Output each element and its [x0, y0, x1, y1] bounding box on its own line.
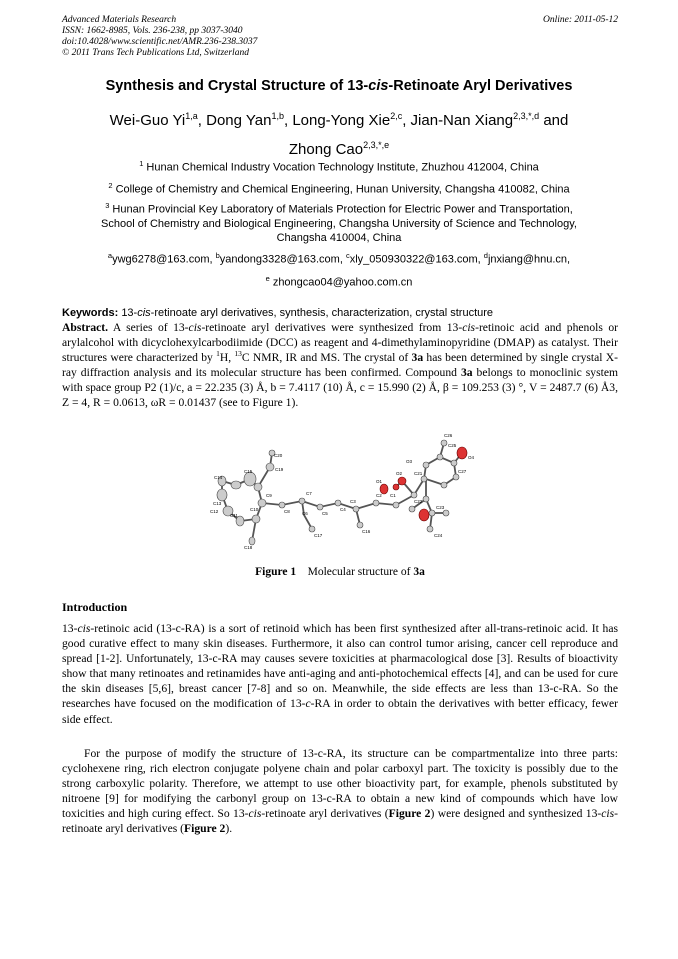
abstract-italic: cis — [462, 321, 476, 334]
isotope-sup: 13 — [234, 349, 242, 359]
paper-title — [40, 78, 638, 94]
affiliation-1 — [40, 157, 638, 175]
atom-label: C25 — [448, 443, 457, 448]
intro-paragraph-1 — [62, 621, 618, 727]
author-name: Zhong Cao — [288, 141, 364, 158]
caption-compound: 3a — [413, 566, 425, 578]
atom-label: C8 — [284, 509, 290, 514]
text-run: Figure 2 — [184, 822, 226, 836]
atom-label: C11 — [230, 513, 238, 518]
atom-label: C3 — [350, 499, 356, 504]
email-address: zhongcao04@yahoo.com.cn — [272, 276, 413, 289]
section-heading-introduction: Introduction — [62, 600, 128, 614]
intro-paragraph-2 — [62, 746, 618, 837]
title-text-end: -Retinoate Aryl Derivatives — [388, 78, 573, 94]
affil-text: Changsha 410004, China — [276, 231, 402, 244]
atom-label: C23 — [436, 505, 445, 510]
journal-header — [62, 15, 618, 59]
atom-label: C14 — [214, 475, 223, 480]
email-mark: e — [265, 274, 270, 283]
keywords — [62, 307, 618, 319]
isotope-sup: 1 — [216, 349, 220, 359]
abstract-text: belongs to monoclinic system with space group P2 (1)/c, a = 22.235 (3) Å, b = 7.4117 (10) Å, c = 15.990 (2) Å, β = 109.253 (3) °, V = 2487.7 (6) Å3, Z = 4, R = 0.0613, ωR = 0.01437 (see to Figure 1). — [62, 366, 618, 410]
atom-label: C22 — [414, 499, 423, 504]
abstract-text: -retinoic acid and phenols or arylalcohol with dicyclohexylcarbodiimide (DCC) as reagent and 4-dimethylaminopyridine (DMAP) as catalyst. Their structures were characterized by — [62, 321, 619, 365]
doi-line: doi:10.4028/www.scientific.net/AMR.236-238.3037 — [62, 37, 258, 47]
author-name: Dong Yan — [206, 112, 272, 129]
affil-number: 3 — [105, 201, 110, 210]
affil-number: 1 — [139, 159, 144, 168]
email-address: jnxiang@hnu.cn, — [487, 253, 571, 266]
atom-label: C6 — [302, 511, 308, 516]
text-run: -retinoate aryl derivatives ( — [62, 807, 618, 836]
keywords-text-end: -retinoate aryl derivatives, synthesis, characterization, crystal structure — [150, 307, 494, 319]
text-run: -retinoate aryl derivatives ( — [261, 807, 389, 821]
atom-label: C10 — [250, 507, 259, 512]
atom-label: C12 — [210, 509, 219, 514]
author-and: and — [543, 112, 569, 129]
atom-label: C16 — [362, 529, 371, 534]
email-list — [40, 249, 638, 267]
atom-label: C20 — [274, 453, 283, 458]
keywords-label: Keywords: — [62, 307, 119, 319]
atom-label: C26 — [444, 433, 453, 438]
email-address: xly_050930322@163.com, — [349, 253, 481, 266]
atom-label: C24 — [434, 533, 443, 538]
atom-label: C17 — [314, 533, 323, 538]
text-run: cis — [601, 807, 615, 821]
author-name: Jian-Nan Xiang — [410, 112, 514, 129]
affiliation-3 — [40, 199, 638, 245]
text-run: Figure 2 — [388, 807, 431, 821]
email-address: ywg6278@163.com, — [112, 253, 213, 266]
text-run: 13- — [62, 622, 78, 635]
atom-labels — [210, 433, 475, 550]
abstract-text: C NMR, IR and MS. The crystal of — [241, 351, 412, 365]
abstract-label: Abstract. — [62, 321, 109, 334]
author-name: Long-Yong Xie — [292, 112, 391, 129]
affiliation-2 — [40, 179, 638, 197]
atom-label: C19 — [275, 467, 284, 472]
text-run: ). — [225, 822, 233, 836]
atom-label: C7 — [306, 491, 312, 496]
email-mark: b — [215, 251, 220, 260]
atom-label: C1 — [390, 493, 396, 498]
author-affil: 1,b — [271, 111, 284, 121]
bond-lines — [222, 443, 462, 541]
text-run: ) were designed and synthesized 13- — [430, 807, 602, 821]
keywords-text: 13- — [121, 307, 138, 319]
author-affil: 2,3,*,e — [363, 140, 390, 150]
molecular-structure-figure — [200, 433, 480, 558]
compound-label: 3a — [411, 351, 424, 365]
caption-text: Molecular structure of — [307, 566, 414, 578]
atom-label: C13 — [213, 501, 222, 506]
text-run: For the purpose of modify the structure of 13-c-RA, its structure can be compartmentalize into three parts: cyclohexene ring, rich electron conjugate polyene chain and polar carboxyl part. The toxicity is possibly due to the strong carboxylic polarity. Therefore, we attempt to use other bioactivity part, for example, phenols substituted by nitroene [9] for modifying the carbonyl group on 13-c-RA to obtain a new kind of compounds which have low toxicities and high curing effect. So 13- — [62, 747, 618, 821]
abstract-text: A series of 13- — [108, 321, 189, 334]
atom-label: C2 — [376, 493, 382, 498]
author-affil: 1,a — [185, 111, 198, 121]
text-run: -retinoic acid (13-c-RA) is a sort of retinoid which has been first synthesized after all-trans-retinoic acid. It has good curative effect to many skin diseases. Furthermore, it also can control tumor arising, cancer cell reproduce and spread [1-2]. Unfortunately, 13-c-RA may causes severe toxicities at pharmacological dose [3]. Results of bioactivity show that many retinoates and retinamides have anti-aging and anti-photochemical effects [4], and can be used for cure the skin diseases [5,6], breast cancer [7-8] and so on. Meanwhile, the side effects are less than 13-c-RA. So the researches have focused on the modification of 13- — [62, 622, 618, 711]
atom-label: O2 — [396, 471, 403, 476]
abstract-italic: cis — [188, 321, 202, 334]
abstract-text: has been determined by single crystal X-ray diffraction analysis and its molecular structure has been confirmed. Compound — [62, 351, 619, 380]
affil-number: 2 — [108, 181, 113, 190]
keywords-italic: cis — [137, 307, 151, 319]
abstract-text: H, — [219, 351, 235, 365]
email-address: yandong3328@163.com, — [219, 253, 343, 266]
affil-text: College of Chemistry and Chemical Engineering, Hunan University, Changsha 410082, China — [115, 183, 570, 196]
affil-text: Hunan Provincial Key Laboratory of Materials Protection for Electric Power and Transportation, — [112, 203, 573, 216]
abstract — [62, 320, 618, 411]
atom-label: C5 — [322, 511, 328, 516]
atom-label: O1 — [376, 479, 383, 484]
atom-label: C9 — [266, 493, 272, 498]
atom-label: C15 — [244, 469, 253, 474]
email-mark: d — [483, 251, 488, 260]
title-text: Synthesis and Crystal Structure of 13- — [105, 78, 369, 94]
text-run: -RA in order to obtain the derivatives with better efficacy, fewer side effect. — [62, 697, 618, 726]
author-list: Wei-Guo Yi$^{1,a}$, Dong Yan$^{1,b}$, Long-Yong Xie$^{2,c}$, Jian-Nan Xiang$^{2,3,*,d}$ and Zhong Cao$^{2,3,*,e}$ — [109, 111, 569, 158]
compound-label: 3a — [460, 366, 473, 380]
oxygen-atoms — [380, 447, 467, 521]
copyright-line: © 2011 Trans Tech Publications Ltd, Switzerland — [62, 48, 249, 58]
atom-label: O4 — [468, 455, 475, 460]
email-mark: a — [107, 251, 113, 260]
email-mark: c — [345, 251, 350, 260]
atom-label: C4 — [340, 507, 346, 512]
author-name: Wei-Guo Yi — [109, 112, 186, 129]
abstract-text: -retinoate aryl derivatives were synthesized from 13- — [201, 321, 463, 334]
journal-name: Advanced Materials Research — [62, 15, 177, 25]
atom-label: O3 — [406, 459, 413, 464]
title-italic: cis — [368, 78, 389, 94]
online-date: Online: 2011-05-12 — [542, 15, 618, 25]
author-affil: 2,c — [390, 111, 403, 121]
text-run: cis — [248, 807, 262, 821]
affil-text: School of Chemistry and Biological Engineering, Changsha University of Science and Technology, — [101, 217, 577, 230]
text-run: cis — [77, 622, 91, 635]
atom-label: C18 — [244, 545, 253, 550]
atom-label: C21 — [414, 471, 423, 476]
issn-line: ISSN: 1662-8985, Vols. 236-238, pp 3037-3040 — [62, 26, 243, 36]
figure-label: Figure 1 — [255, 566, 297, 578]
email-list-2 — [40, 272, 638, 290]
figure-caption — [62, 566, 618, 578]
atom-label: C27 — [458, 469, 467, 474]
affil-text: Hunan Chemical Industry Vocation Technology Institute, Zhuzhou 412004, China — [146, 161, 539, 174]
author-affil: 2,3,*,d — [513, 111, 540, 121]
text-run: c — [305, 697, 311, 711]
